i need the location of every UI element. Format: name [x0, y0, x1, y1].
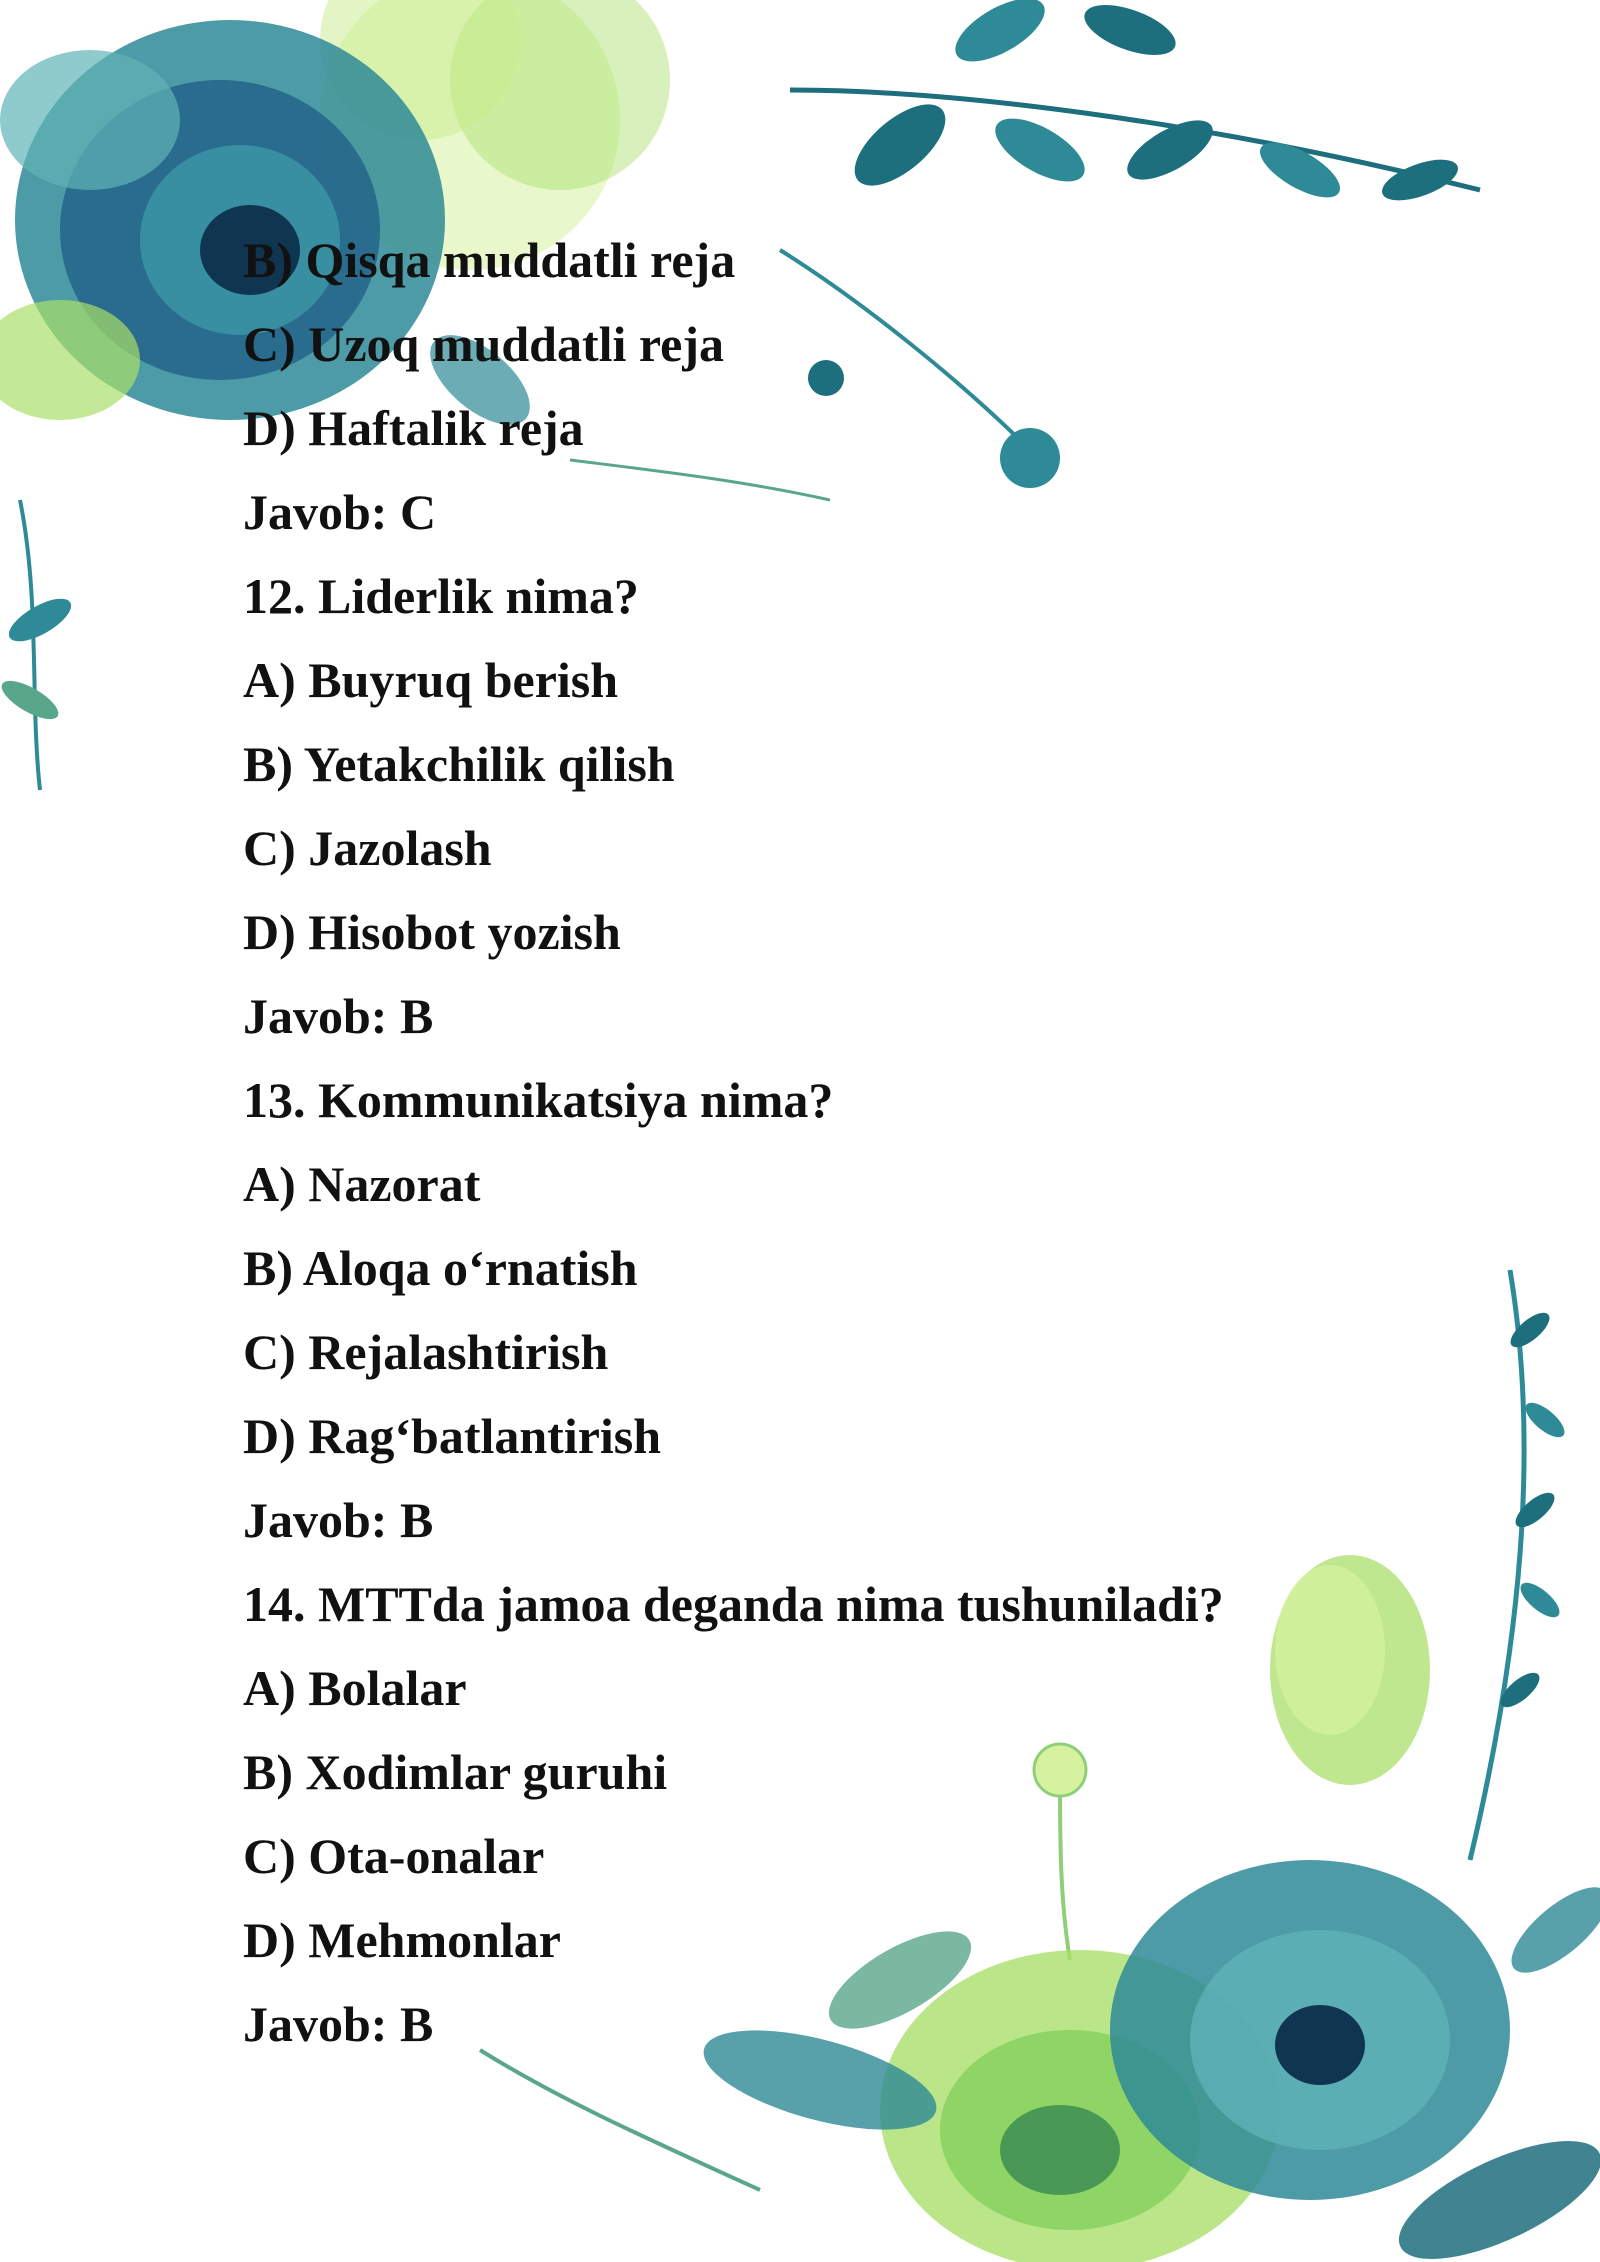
quiz-line: B) Xodimlar guruhi	[243, 1744, 668, 1800]
quiz-line: A) Buyruq berish	[243, 652, 619, 708]
quiz-line: B) Aloqa o‘rnatish	[243, 1240, 638, 1296]
quiz-line: D) Mehmonlar	[243, 1912, 561, 1968]
quiz-line: A) Nazorat	[243, 1156, 481, 1212]
quiz-line: C) Rejalashtirish	[243, 1324, 609, 1380]
quiz-line: C) Jazolash	[243, 820, 492, 876]
quiz-line: B) Qisqa muddatli reja	[243, 232, 736, 288]
quiz-line: Javob: B	[243, 1996, 434, 2052]
quiz-line: 12. Liderlik nima?	[243, 568, 639, 624]
quiz-line: D) Haftalik reja	[243, 400, 584, 456]
quiz-line: B) Yetakchilik qilish	[243, 736, 675, 792]
quiz-line: C) Ota-onalar	[243, 1828, 545, 1884]
quiz-line: Javob: C	[243, 484, 437, 540]
quiz-line: D) Rag‘batlantirish	[243, 1408, 662, 1464]
quiz-line: Javob: B	[243, 1492, 434, 1548]
quiz-line: A) Bolalar	[243, 1660, 467, 1716]
quiz-line: 13. Kommunikatsiya nima?	[243, 1072, 834, 1128]
quiz-line: C) Uzoq muddatli reja	[243, 316, 725, 372]
quiz-line: D) Hisobot yozish	[243, 904, 621, 960]
quiz-line: 14. MTTda jamoa deganda nima tushuniladi?	[243, 1576, 1224, 1632]
quiz-line: Javob: B	[243, 988, 434, 1044]
quiz-content	[243, 218, 1443, 2066]
